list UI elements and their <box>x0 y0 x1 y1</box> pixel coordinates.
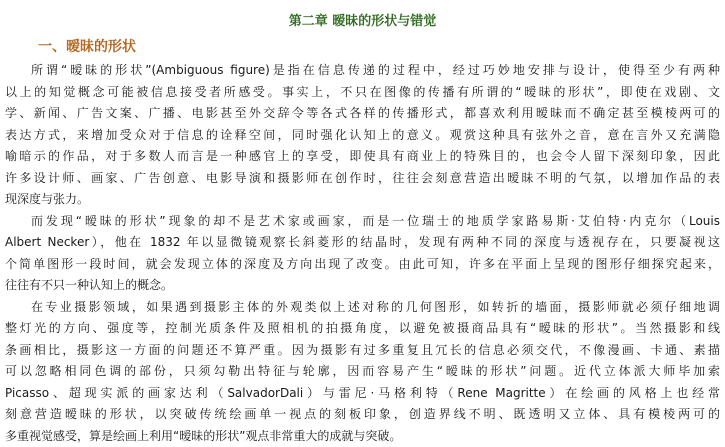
chapter-title: 第二章 暧昧的形状与错觉 <box>0 12 725 32</box>
paragraph-line: 多重视觉感受，算是绘画上利用“暧昧的形状”观点非常重大的成就与突破。 <box>5 426 720 447</box>
paragraph-line: 可以忽略相同色调的部份，只须勾勒出特征与轮廓，因而容易产生“暧昧的形状”问题。近代立体派大师毕加索 <box>5 361 720 383</box>
section-heading: 一、暧昧的形状 <box>38 37 136 57</box>
paragraph-line: Picasso、超现实派的画家达利（SalvadorDali）与雷尼·马格利特（Rene Magritte）在绘画的风格上也经常 <box>5 383 720 405</box>
paragraph-1 <box>5 60 720 211</box>
paragraph-line: 所谓“暧昧的形状”(Ambiguous figure)是指在信息传递的过程中，经过巧妙地安排与设计，使得至少有两种 <box>5 60 720 82</box>
paragraph-line: 个简单图形一段时间，就会发现立体的深度及方向出现了改变。由此可知，许多在平面上呈现的图形仔细探究起来， <box>5 254 720 276</box>
paragraph-line: 在专业摄影领域，如果遇到摄影主体的外观类似上述对称的几何图形，如转折的墙面，摄影师就必须仔细地调 <box>5 297 720 319</box>
paragraph-line: 学、新闻、广告文案、广播、电影甚至外交辞令等各式各样的传播形式，都喜欢利用暧昧而不确定甚至模棱两可的 <box>5 103 720 125</box>
paragraph-2 <box>5 211 720 297</box>
paragraph-line: 整灯光的方向、强度等，控制光质条件及照相机的拍摄角度，以避免被摄商品具有“暧昧的形状”。当然摄影和线 <box>5 318 720 340</box>
paragraph-line: Albert Necker），他在 1832 年以显微镜观察长斜菱形的结晶时，发现有两种不同的深度与透视存在，只要凝视这 <box>5 232 720 254</box>
paragraph-line: 往往有不只一种认知上的概念。 <box>5 275 720 297</box>
paragraph-line: 以上的知觉概念可能被信息接受者所感受。事实上，不只在图像的传播有所谓的“暧昧的形状”，即使在戏剧、文 <box>5 82 720 104</box>
paragraph-line: 而发现“暧昧的形状”现象的却不是艺术家或画家，而是一位瑞士的地质学家路易斯·艾伯特·内克尔（Louis <box>5 211 720 233</box>
paragraph-line: 喻暗示的作品，对于多数人而言是一种感官上的享受，即使具有商业上的特殊目的，也会令人留下深刻印象，因此 <box>5 146 720 168</box>
paragraph-line: 表达方式，来增加受众对于信息的诠释空间，同时强化认知上的意义。观赏这种具有弦外之音，意在言外又充满隐 <box>5 125 720 147</box>
paragraph-line: 许多设计师、画家、广告创意、电影导演和摄影师在创作时，往往会刻意营造出暧昧不明的气氛，以增加作品的表 <box>5 168 720 190</box>
paragraph-3 <box>5 297 720 447</box>
body-text <box>5 60 720 447</box>
paragraph-line: 刻意营造暧昧的形状，以突破传统绘画单一视点的刻板印象，创造界线不明、既透明又立体、具有模棱两可的 <box>5 404 720 426</box>
paragraph-line: 现深度与张力。 <box>5 189 720 211</box>
paragraph-line: 条画相比，摄影这一方面的问题还不算严重。因为摄影有过多重复且冗长的信息必须交代，不像漫画、卡通、素描 <box>5 340 720 362</box>
